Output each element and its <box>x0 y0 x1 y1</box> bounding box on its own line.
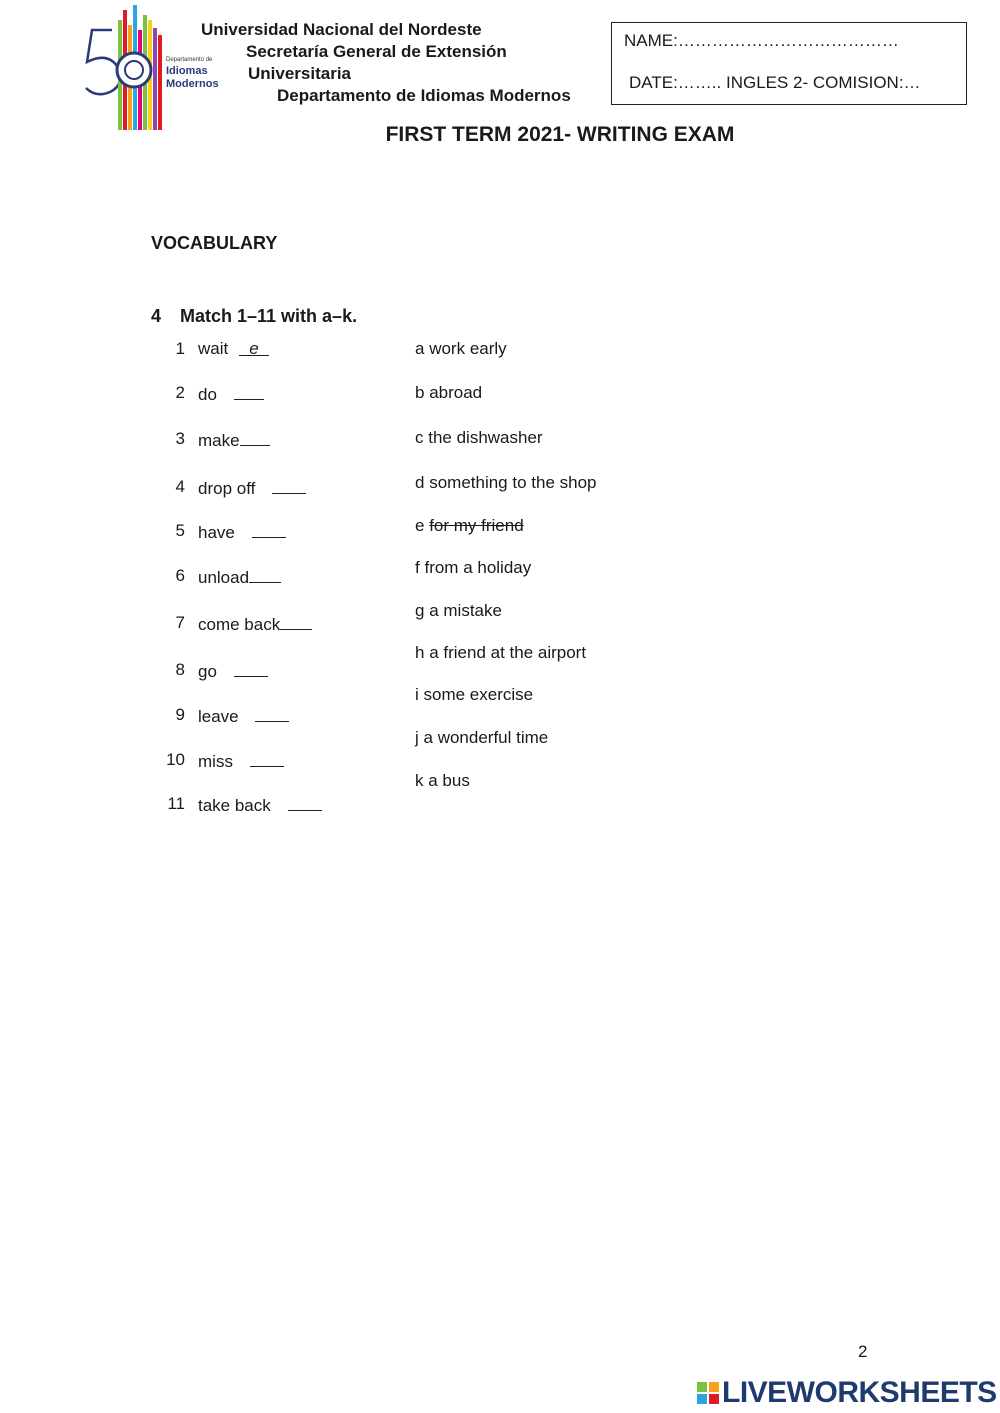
option-text: something to the shop <box>429 473 597 492</box>
match-item-3 <box>145 429 445 453</box>
item-number: 8 <box>175 660 185 679</box>
item-number: 4 <box>175 477 185 496</box>
item-text: wait <box>198 339 229 358</box>
item-number: 2 <box>175 383 185 402</box>
option-letter: h <box>415 643 425 662</box>
option-text: some exercise <box>423 685 534 704</box>
exam-title: FIRST TERM 2021- WRITING EXAM <box>385 123 735 146</box>
student-info-box <box>611 22 967 105</box>
match-item-4 <box>145 477 445 501</box>
answer-blank[interactable] <box>252 521 286 538</box>
item-text: have <box>198 523 235 542</box>
option-letter: e <box>415 516 425 535</box>
item-number: 5 <box>175 521 185 540</box>
watermark-text: LIVEWORKSHEETS <box>722 1376 997 1409</box>
option-text: a wonderful time <box>423 728 549 747</box>
answer-blank[interactable] <box>288 794 322 811</box>
item-number: 3 <box>175 429 185 448</box>
answer-blank[interactable] <box>250 750 284 767</box>
item-number: 7 <box>175 613 185 632</box>
item-number: 9 <box>175 705 185 724</box>
option-text: a mistake <box>429 601 502 620</box>
match-item-7 <box>145 613 445 637</box>
item-text: come back <box>198 615 281 634</box>
option-text: from a holiday <box>424 558 532 577</box>
page-number: 2 <box>858 1342 868 1361</box>
option-text: work early <box>429 339 507 358</box>
item-text: take back <box>198 796 271 815</box>
item-number: 6 <box>175 566 185 585</box>
item-text: unload <box>198 568 250 587</box>
item-text: leave <box>198 707 239 726</box>
match-item-1 <box>145 339 445 363</box>
option-letter: d <box>415 473 425 492</box>
logo-text-line2: Idiomas <box>166 65 208 77</box>
item-number: 1 <box>175 339 185 358</box>
exercise-instruction <box>151 306 357 327</box>
answer-blank[interactable] <box>249 566 281 583</box>
option-letter: g <box>415 601 425 620</box>
option-text: abroad <box>429 383 483 402</box>
department-name: Departamento de Idiomas Modernos <box>277 86 571 105</box>
option-letter: f <box>415 558 420 577</box>
option-letter: c <box>415 428 424 447</box>
item-text: do <box>198 385 217 404</box>
answer-blank[interactable] <box>234 383 264 400</box>
logo-text-line3: Modernos <box>166 78 219 90</box>
option-h <box>415 643 586 663</box>
option-letter: a <box>415 339 425 358</box>
option-d <box>415 473 596 493</box>
match-item-2 <box>145 383 445 407</box>
name-field[interactable]: NAME:………………………………… <box>624 31 899 50</box>
answer-blank[interactable]: e <box>239 339 269 356</box>
option-k <box>415 771 470 791</box>
logo-text-line1: Departamento de <box>166 57 213 63</box>
answer-blank[interactable] <box>280 613 312 630</box>
section-title: VOCABULARY <box>151 233 278 253</box>
exercise-number: 4 <box>151 306 162 326</box>
item-text: drop off <box>198 479 256 498</box>
item-number: 11 <box>167 794 185 813</box>
option-i <box>415 685 533 705</box>
option-a <box>415 339 507 359</box>
institution-name: Universidad Nacional del Nordeste <box>201 20 482 39</box>
option-j <box>415 728 548 748</box>
match-item-11 <box>145 794 445 818</box>
answer-blank[interactable] <box>234 660 268 677</box>
option-c <box>415 428 543 448</box>
match-item-8 <box>145 660 445 684</box>
option-letter: b <box>415 383 425 402</box>
exercise-instruction-text: Match 1–11 with a–k. <box>180 306 358 326</box>
match-item-5 <box>145 521 445 545</box>
option-b <box>415 383 482 403</box>
match-item-9 <box>145 705 445 729</box>
option-letter: k <box>415 771 424 790</box>
option-text: a friend at the airport <box>429 643 587 662</box>
answer-blank[interactable] <box>240 429 270 446</box>
secretariat-name-cont: Universitaria <box>248 64 351 83</box>
liveworksheets-watermark <box>697 1376 997 1410</box>
liveworksheets-logo-icon <box>697 1378 719 1400</box>
option-f <box>415 558 531 578</box>
option-letter: i <box>415 685 419 704</box>
match-item-6 <box>145 566 445 590</box>
option-text-crossed: for my friend <box>429 516 524 535</box>
option-text: a bus <box>428 771 470 790</box>
item-text: make <box>198 431 240 450</box>
date-commission-field[interactable]: DATE:…….. INGLES 2- COMISION:… <box>629 73 921 92</box>
secretariat-name: Secretaría General de Extensión <box>246 42 507 61</box>
item-text: miss <box>198 752 233 771</box>
answer-blank[interactable] <box>255 705 289 722</box>
answer-blank[interactable] <box>272 477 306 494</box>
option-text: the dishwasher <box>428 428 543 447</box>
option-e <box>415 516 524 536</box>
match-item-10 <box>145 750 445 774</box>
item-number: 10 <box>166 750 185 769</box>
option-letter: j <box>415 728 419 747</box>
option-g <box>415 601 502 621</box>
item-text: go <box>198 662 217 681</box>
